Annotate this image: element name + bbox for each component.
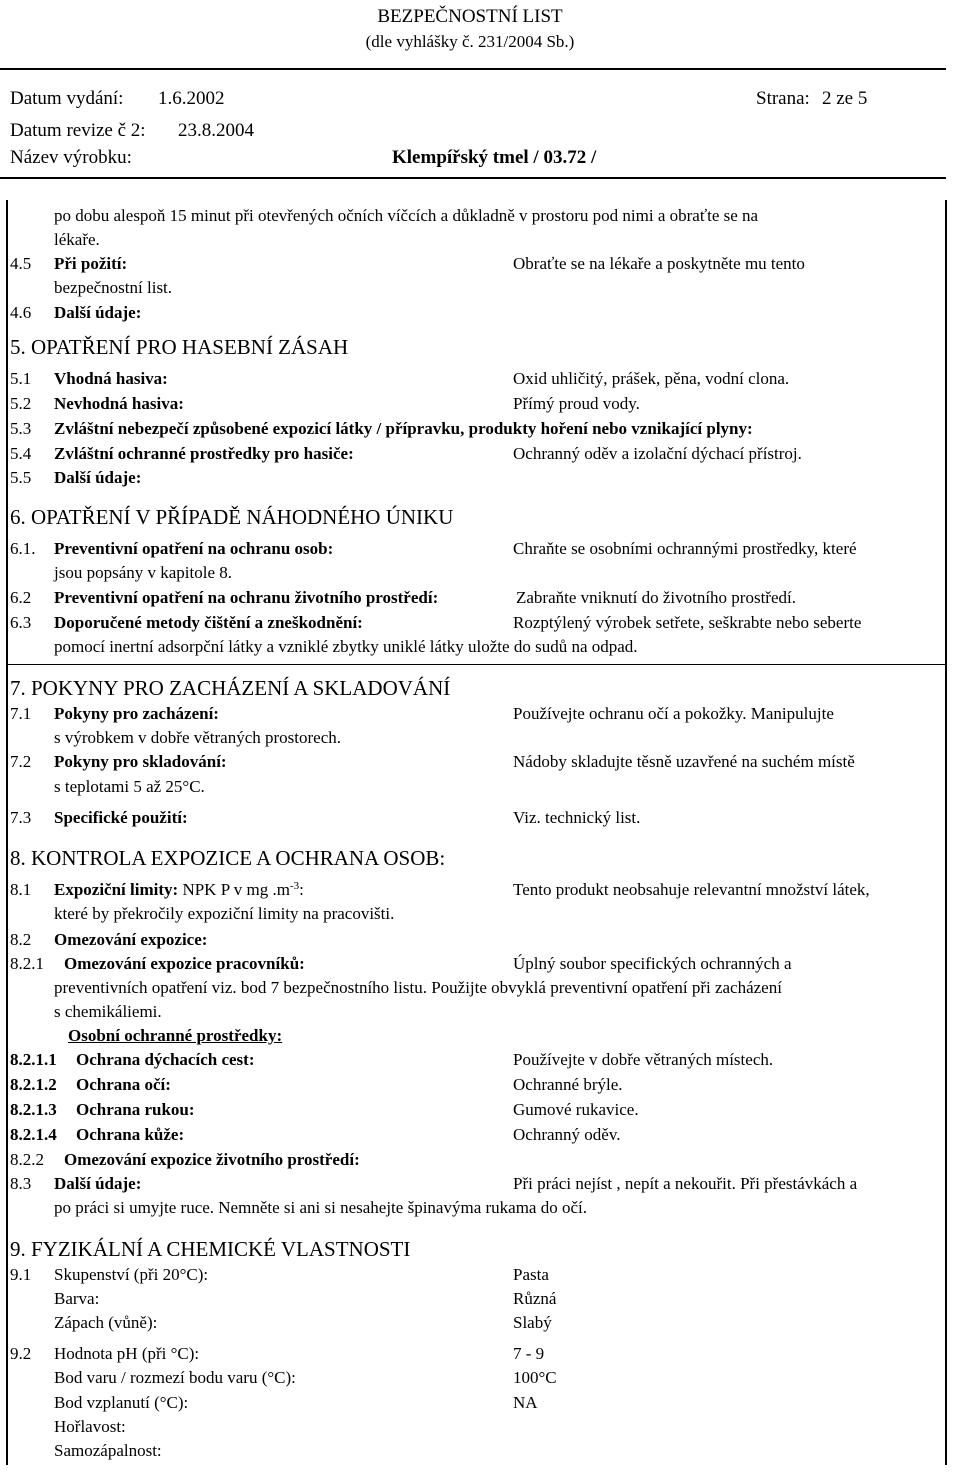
s7-1-number: 7.1 bbox=[10, 704, 32, 723]
s5-1-label: Vhodná hasiva: bbox=[54, 369, 168, 388]
flash-point-label: Bod vzplanutí (°C): bbox=[54, 1393, 189, 1412]
s8-3-number: 8.3 bbox=[10, 1174, 32, 1193]
page-value: 2 ze 5 bbox=[822, 88, 868, 109]
s8-3-label: Další údaje: bbox=[54, 1174, 142, 1193]
s5-2-value: Přímý proud vody. bbox=[513, 394, 640, 413]
s6-1-label: Preventivní opatření na ochranu osob: bbox=[54, 539, 334, 558]
s8-1-continuation: které by překročily expoziční limity na pracovišti. bbox=[54, 904, 395, 923]
s5-2-number: 5.2 bbox=[10, 394, 32, 413]
s8-2-label: Omezování expozice: bbox=[54, 930, 208, 949]
product-name-label: Název výrobku: bbox=[10, 147, 132, 168]
s7-3-number: 7.3 bbox=[10, 808, 32, 827]
s6-2-value: Zabraňte vniknutí do životního prostředí. bbox=[516, 588, 796, 607]
s7-2-value: Nádoby skladujte těsně uzavřené na suchém místě bbox=[513, 752, 855, 771]
s8-2-2-number: 8.2.2 bbox=[10, 1150, 44, 1169]
s8-2-1-2-value: Ochranné brýle. bbox=[513, 1075, 623, 1094]
s5-1-value: Oxid uhličitý, prášek, pěna, vodní clona. bbox=[513, 369, 790, 388]
s4-6-label: Další údaje: bbox=[54, 303, 142, 322]
s8-1-number: 8.1 bbox=[10, 880, 32, 899]
s8-2-1-3-number: 8.2.1.3 bbox=[10, 1100, 57, 1119]
s8-1-label: Expoziční limity: bbox=[54, 880, 179, 899]
s8-3-value: Při práci nejíst , nepít a nekouřit. Při přestávkách a bbox=[513, 1174, 858, 1193]
s8-2-1-value: Úplný soubor specifických ochranných a bbox=[513, 954, 792, 973]
header-bottom-rule bbox=[0, 177, 946, 179]
s8-1-label-group bbox=[54, 880, 304, 900]
s8-2-1-label: Omezování expozice pracovníků: bbox=[64, 954, 305, 973]
s8-2-1-3-value: Gumové rukavice. bbox=[513, 1100, 639, 1119]
s8-2-1-2-number: 8.2.1.2 bbox=[10, 1075, 57, 1094]
flash-point-value: NA bbox=[513, 1393, 538, 1412]
ph-value: 7 - 9 bbox=[513, 1344, 545, 1363]
color-value: Různá bbox=[513, 1289, 557, 1308]
s8-2-1-4-label: Ochrana kůže: bbox=[76, 1125, 185, 1144]
body-right-border bbox=[945, 200, 947, 1465]
physical-state-label: Skupenství (při 20°C): bbox=[54, 1265, 209, 1284]
boiling-point-label: Bod varu / rozmezí bodu varu (°C): bbox=[54, 1368, 296, 1387]
s6-2-number: 6.2 bbox=[10, 588, 32, 607]
issue-date-label: Datum vydání: bbox=[10, 88, 124, 109]
s8-2-1-1-value: Používejte v dobře větraných místech. bbox=[513, 1050, 774, 1069]
s8-2-1-number: 8.2.1 bbox=[10, 954, 44, 973]
s8-2-1-4-value: Ochranný oděv. bbox=[513, 1125, 621, 1144]
s5-3-number: 5.3 bbox=[10, 419, 32, 438]
section-8-heading: 8. KONTROLA EXPOZICE A OCHRANA OSOB: bbox=[10, 846, 446, 870]
s5-2-label: Nevhodná hasiva: bbox=[54, 394, 184, 413]
s8-2-2-label: Omezování expozice životního prostředí: bbox=[64, 1150, 360, 1169]
ph-label: Hodnota pH (při °C): bbox=[54, 1344, 200, 1363]
s4-5-continuation: bezpečnostní list. bbox=[54, 278, 173, 297]
s8-3-continuation: po práci si umyjte ruce. Nemněte si ani si nesahejte špinavýma rukama do očí. bbox=[54, 1198, 587, 1217]
s8-2-1-continuation1: preventivních opatření viz. bod 7 bezpečnostního listu. Použijte obvyklá preventivní opatření při zacházení bbox=[54, 978, 782, 997]
s4-continuation-line1: po dobu alespoň 15 minut při otevřených očních víčcích a důkladně v prostoru pod nimi a obraťte se na bbox=[54, 206, 759, 225]
s7-1-continuation: s výrobkem v dobře větraných prostorech. bbox=[54, 728, 342, 747]
s7-2-number: 7.2 bbox=[10, 752, 32, 771]
s5-3-label: Zvláštní nebezpečí způsobené expozicí látky / přípravku, produkty hoření nebo vznikající plyny: bbox=[54, 419, 753, 438]
s8-2-1-3-label: Ochrana rukou: bbox=[76, 1100, 195, 1119]
flammability-label: Hořlavost: bbox=[54, 1417, 126, 1436]
s6-1-continuation: jsou popsány v kapitole 8. bbox=[54, 563, 233, 582]
s8-2-1-2-label: Ochrana očí: bbox=[76, 1075, 171, 1094]
s6-3-continuation: pomocí inertní adsorpční látky a vzniklé zbytky uniklé látky uložte do sudů na odpad. bbox=[54, 637, 638, 656]
s6-3-label: Doporučené metody čištění a zneškodnění: bbox=[54, 613, 363, 632]
s8-2-1-continuation2: s chemikáliemi. bbox=[54, 1002, 162, 1021]
s4-continuation-line2: lékaře. bbox=[54, 230, 100, 249]
color-label: Barva: bbox=[54, 1289, 100, 1308]
s4-6-number: 4.6 bbox=[10, 303, 32, 322]
s4-5-label: Při požití: bbox=[54, 254, 128, 273]
revision-date-value: 23.8.2004 bbox=[178, 120, 254, 141]
odor-value: Slabý bbox=[513, 1313, 552, 1332]
s5-4-value: Ochranný oděv a izolační dýchací přístroj. bbox=[513, 444, 802, 463]
s5-4-number: 5.4 bbox=[10, 444, 32, 463]
issue-date-value: 1.6.2002 bbox=[158, 88, 225, 109]
document-title: BEZPEČNOSTNÍ LIST bbox=[377, 6, 563, 27]
product-name-value: Klempířský tmel / 03.72 / bbox=[392, 147, 597, 168]
s6-2-label: Preventivní opatření na ochranu životního prostředí: bbox=[54, 588, 439, 607]
physical-state-value: Pasta bbox=[513, 1265, 549, 1284]
s8-1-unit-colon: : bbox=[299, 880, 304, 899]
s6-3-number: 6.3 bbox=[10, 613, 32, 632]
s9-2-number: 9.2 bbox=[10, 1344, 32, 1363]
boiling-point-value: 100°C bbox=[513, 1368, 557, 1387]
s5-1-number: 5.1 bbox=[10, 369, 32, 388]
s4-5-number: 4.5 bbox=[10, 254, 32, 273]
section-7-heading: 7. POKYNY PRO ZACHÁZENÍ A SKLADOVÁNÍ bbox=[10, 676, 451, 700]
s8-2-1-1-number: 8.2.1.1 bbox=[10, 1050, 57, 1069]
s4-5-value: Obraťte se na lékaře a poskytněte mu tento bbox=[513, 254, 805, 273]
ppe-heading: Osobní ochranné prostředky: bbox=[68, 1026, 283, 1045]
s5-5-label: Další údaje: bbox=[54, 468, 142, 487]
s8-2-1-4-number: 8.2.1.4 bbox=[10, 1125, 57, 1144]
s8-1-unit-exponent: -3 bbox=[289, 880, 300, 892]
section-6-heading: 6. OPATŘENÍ V PŘÍPADĚ NÁHODNÉHO ÚNIKU bbox=[10, 505, 454, 529]
s5-5-number: 5.5 bbox=[10, 468, 32, 487]
s6-1-number: 6.1. bbox=[10, 539, 36, 558]
s6-1-value: Chraňte se osobními ochrannými prostředky, které bbox=[513, 539, 857, 558]
s7-3-value: Viz. technický list. bbox=[513, 808, 641, 827]
section-5-heading: 5. OPATŘENÍ PRO HASEBNÍ ZÁSAH bbox=[10, 335, 349, 359]
section-6-divider bbox=[6, 664, 947, 665]
s9-1-number: 9.1 bbox=[10, 1265, 32, 1284]
header-top-rule bbox=[0, 68, 946, 70]
s8-2-1-1-label: Ochrana dýchacích cest: bbox=[76, 1050, 255, 1069]
s8-1-value: Tento produkt neobsahuje relevantní množství látek, bbox=[513, 880, 870, 899]
s6-3-value: Rozptýlený výrobek setřete, seškrabte nebo seberte bbox=[513, 613, 862, 632]
s7-1-value: Používejte ochranu očí a pokožky. Manipulujte bbox=[513, 704, 834, 723]
document-subtitle: (dle vyhlášky č. 231/2004 Sb.) bbox=[365, 32, 575, 51]
odor-label: Zápach (vůně): bbox=[54, 1313, 158, 1332]
s7-3-label: Specifické použití: bbox=[54, 808, 188, 827]
s7-2-continuation: s teplotami 5 až 25°C. bbox=[54, 777, 205, 796]
s7-2-label: Pokyny pro skladování: bbox=[54, 752, 227, 771]
s8-2-number: 8.2 bbox=[10, 930, 32, 949]
revision-date-label: Datum revize č 2: bbox=[10, 120, 146, 141]
s8-1-unit: NPK P v mg .m bbox=[182, 880, 290, 899]
s5-4-label: Zvláštní ochranné prostředky pro hasiče: bbox=[54, 444, 354, 463]
page-label: Strana: bbox=[756, 88, 810, 109]
autoignition-label: Samozápalnost: bbox=[54, 1441, 162, 1460]
section-9-heading: 9. FYZIKÁLNÍ A CHEMICKÉ VLASTNOSTI bbox=[10, 1237, 411, 1261]
s7-1-label: Pokyny pro zacházení: bbox=[54, 704, 219, 723]
body-left-border bbox=[6, 200, 8, 1465]
